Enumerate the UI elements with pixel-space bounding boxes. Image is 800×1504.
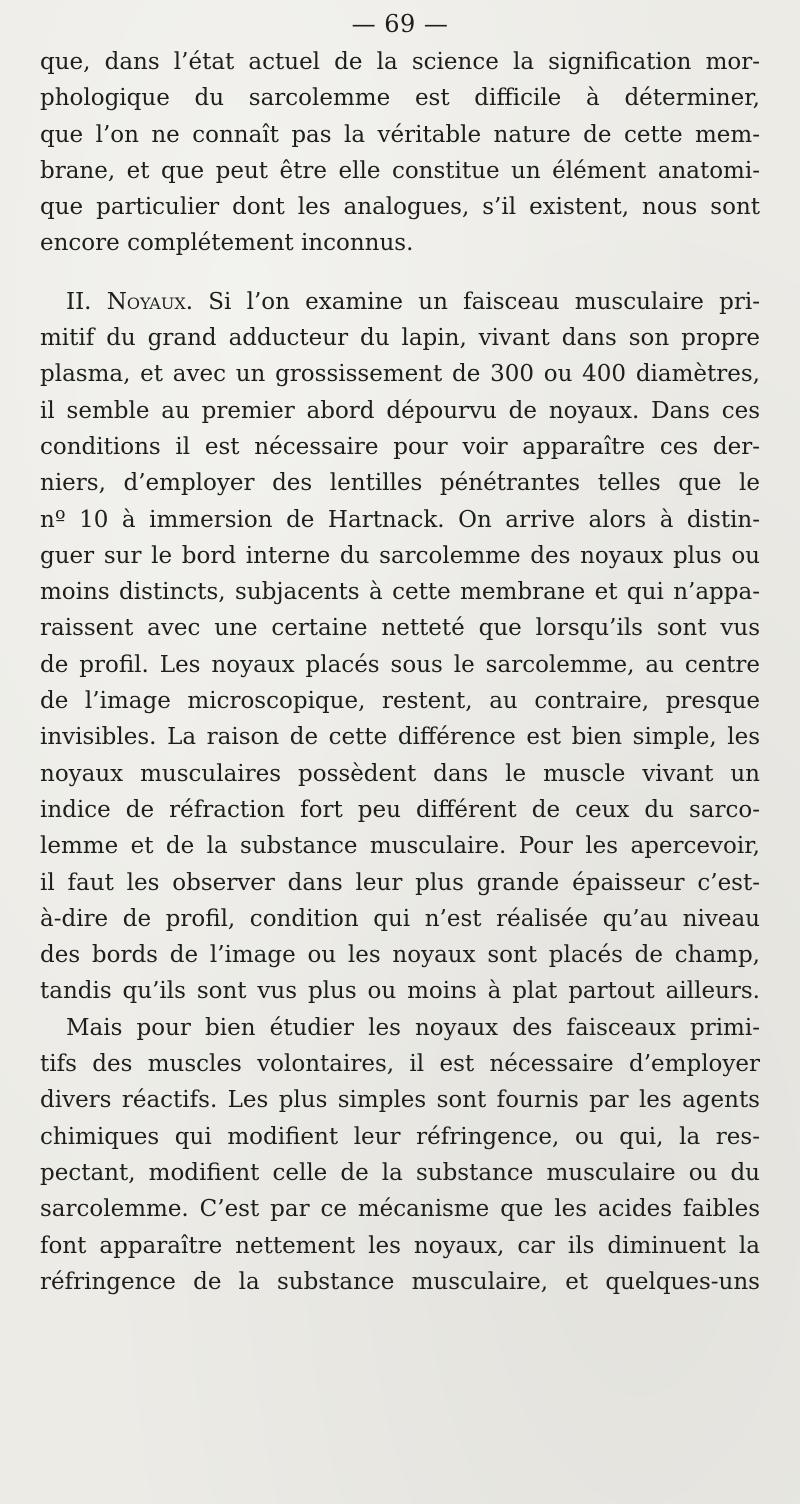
text-line: lemme et de la substance musculaire. Pour les apercevoir, [40,833,760,860]
text-line: phologique du sarcolemme est difficile à déterminer, [40,85,760,112]
text-run: Si l’on examine un faisceau musculaire pri- [193,288,760,315]
text-line: tifs des muscles volontaires, il est nécessaire d’employer [40,1051,760,1078]
paragraph-noyaux [40,284,760,1010]
text-line: pectant, modifient celle de la substance musculaire ou du [40,1159,760,1186]
text-line: réfringence de la substance musculaire, et quelques-uns [40,1268,760,1295]
text-line: encore complétement inconnus. [40,230,414,257]
text-line: chimiques qui modifient leur réfringence, ou qui, la res- [40,1123,760,1150]
paragraph-reactifs [40,1010,760,1300]
text-line: invisibles. La raison de cette différence est bien simple, les [40,724,760,751]
text-line: que, dans l’état actuel de la science la signification mor- [40,49,760,75]
text-line: à-dire de profil, condition qui n’est réalisée qu’au niveau [40,905,760,932]
text-line: de profil. Les noyaux placés sous le sarcolemme, au centre [40,651,760,678]
text-line: il faut les observer dans leur plus grande épaisseur c’est- [40,869,760,896]
text-line: que l’on ne connaît pas la véritable nature de cette mem- [40,121,760,148]
text-line: guer sur le bord interne du sarcolemme des noyaux plus ou [40,542,760,569]
text-line: tandis qu’ils sont vus plus ou moins à plat partout ailleurs. [40,978,760,1005]
text-line: plasma, et avec un grossissement de 300 ou 400 diamètres, [40,361,760,388]
text-line: brane, et que peut être elle constitue un élément anatomi- [40,157,760,184]
section-heading: Noyaux. [106,288,194,315]
text-line: noyaux musculaires possèdent dans le muscle vivant un [40,760,760,787]
text-line: font apparaître nettement les noyaux, car ils diminuent la [40,1232,760,1259]
paragraph-sarcolemme-conclusion [40,44,760,262]
text-line: de l’image microscopique, restent, au contraire, presque [40,688,760,715]
text-line: moins distincts, subjacents à cette membrane et qui n’appa- [40,579,760,606]
text-line: divers réactifs. Les plus simples sont fournis par les agents [40,1087,760,1114]
text-line: niers, d’employer des lentilles pénétrantes telles que le [40,470,760,497]
text-line: des bords de l’image ou les noyaux sont placés de champ, [40,942,760,969]
text-line: sarcolemme. C’est par ce mécanisme que les acides faibles [40,1196,760,1223]
section-first-line [40,284,760,320]
text-line: conditions il est nécessaire pour voir apparaître ces der- [40,433,760,460]
paragraph-gap [40,262,760,284]
text-line: raissent avec une certaine netteté que lorsqu’ils sont vus [40,615,760,642]
text-line: il semble au premier abord dépourvu de noyaux. Dans ces [40,397,760,424]
text-line: Mais pour bien étudier les noyaux des faisceaux primi- [66,1014,760,1041]
section-number: II. [66,288,92,315]
text-line: nº 10 à immersion de Hartnack. On arrive alors à distin- [40,506,760,533]
text-line: mitif du grand adducteur du lapin, vivant dans son propre [40,325,760,352]
text-line: indice de réfraction fort peu différent de ceux du sarco- [40,796,760,823]
text-line: que particulier dont les analogues, s’il existent, nous sont [40,194,760,221]
page-number: — 69 — [351,10,449,38]
